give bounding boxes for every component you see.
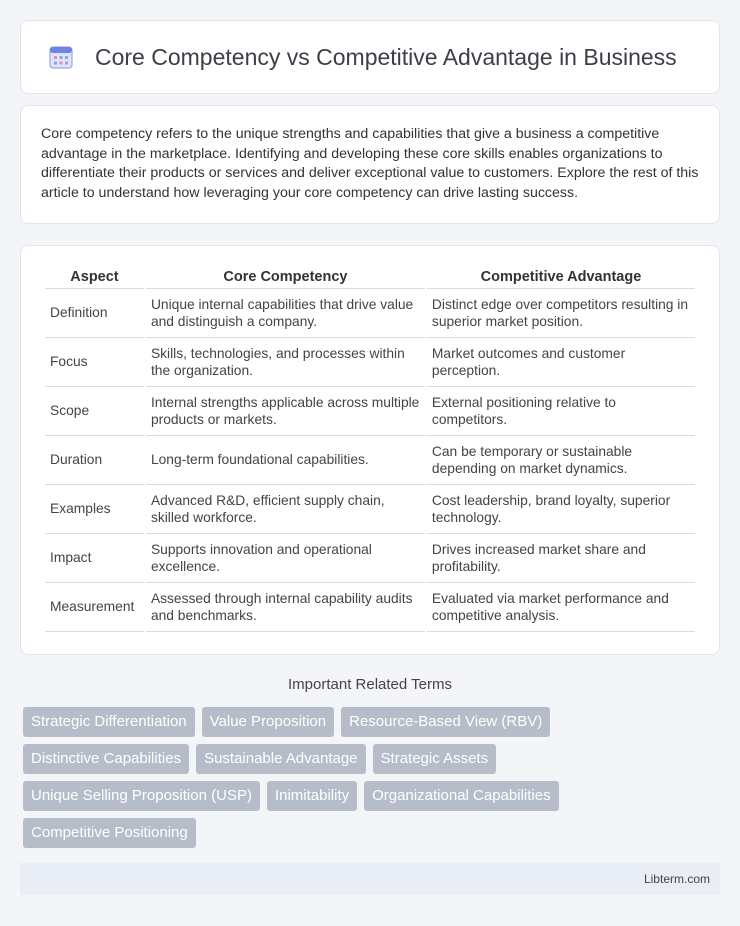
table-row xyxy=(45,289,695,338)
row-core-competency: Internal strengths applicable across multiple products or markets. xyxy=(146,387,425,436)
related-terms-list xyxy=(23,707,723,848)
calendar-grid-icon xyxy=(47,43,75,71)
comparison-table xyxy=(43,267,697,632)
row-competitive-advantage: Market outcomes and customer perception. xyxy=(427,338,695,387)
row-core-competency: Unique internal capabilities that drive value and distinguish a company. xyxy=(146,289,425,338)
row-competitive-advantage: External positioning relative to competitors. xyxy=(427,387,695,436)
related-terms-title: Important Related Terms xyxy=(288,676,452,693)
header-core-competency: Core Competency xyxy=(146,267,425,289)
row-competitive-advantage: Distinct edge over competitors resulting in superior market position. xyxy=(427,289,695,338)
related-term-tag[interactable]: Resource-Based View (RBV) xyxy=(341,707,550,737)
table-header-row xyxy=(45,267,695,289)
row-aspect: Scope xyxy=(45,387,144,436)
intro-card xyxy=(20,105,720,224)
related-term-tag[interactable]: Distinctive Capabilities xyxy=(23,744,189,774)
footer xyxy=(20,863,720,895)
row-core-competency: Supports innovation and operational excellence. xyxy=(146,534,425,583)
intro-paragraph: Core competency refers to the unique strengths and capabilities that give a business a competitive advantage in the marketplace. Identifying and developing these core skills enables organizations to differentiate their products or services and deliver exceptional value to customers. Explore the rest of this article to understand how leveraging your core competency can drive lasting success. xyxy=(41,126,699,201)
header-aspect: Aspect xyxy=(45,267,144,289)
table-row xyxy=(45,583,695,632)
page-title: Core Competency vs Competitive Advantage in Business xyxy=(95,43,677,70)
table-row xyxy=(45,485,695,534)
row-aspect: Duration xyxy=(45,436,144,485)
row-core-competency: Advanced R&D, efficient supply chain, skilled workforce. xyxy=(146,485,425,534)
row-competitive-advantage: Cost leadership, brand loyalty, superior technology. xyxy=(427,485,695,534)
table-row xyxy=(45,387,695,436)
related-term-tag[interactable]: Value Proposition xyxy=(202,707,334,737)
related-term-tag[interactable]: Strategic Differentiation xyxy=(23,707,195,737)
footer-site-link[interactable]: Libterm.com xyxy=(643,872,710,886)
related-term-tag[interactable]: Organizational Capabilities xyxy=(364,781,558,811)
row-competitive-advantage: Can be temporary or sustainable depending on market dynamics. xyxy=(427,436,695,485)
table-row xyxy=(45,534,695,583)
row-aspect: Examples xyxy=(45,485,144,534)
row-core-competency: Long-term foundational capabilities. xyxy=(146,436,425,485)
row-competitive-advantage: Evaluated via market performance and competitive analysis. xyxy=(427,583,695,632)
related-term-tag[interactable]: Sustainable Advantage xyxy=(196,744,365,774)
header-card xyxy=(20,20,720,94)
header-competitive-advantage: Competitive Advantage xyxy=(427,267,695,289)
table-row xyxy=(45,338,695,387)
row-aspect: Definition xyxy=(45,289,144,338)
related-term-tag[interactable]: Unique Selling Proposition (USP) xyxy=(23,781,260,811)
row-aspect: Measurement xyxy=(45,583,144,632)
table-row xyxy=(45,436,695,485)
row-aspect: Impact xyxy=(45,534,144,583)
comparison-table-card xyxy=(20,245,720,655)
related-term-tag[interactable]: Strategic Assets xyxy=(373,744,497,774)
row-core-competency: Assessed through internal capability audits and benchmarks. xyxy=(146,583,425,632)
row-aspect: Focus xyxy=(45,338,144,387)
related-term-tag[interactable]: Competitive Positioning xyxy=(23,818,196,848)
related-term-tag[interactable]: Inimitability xyxy=(267,781,357,811)
row-core-competency: Skills, technologies, and processes within the organization. xyxy=(146,338,425,387)
row-competitive-advantage: Drives increased market share and profitability. xyxy=(427,534,695,583)
